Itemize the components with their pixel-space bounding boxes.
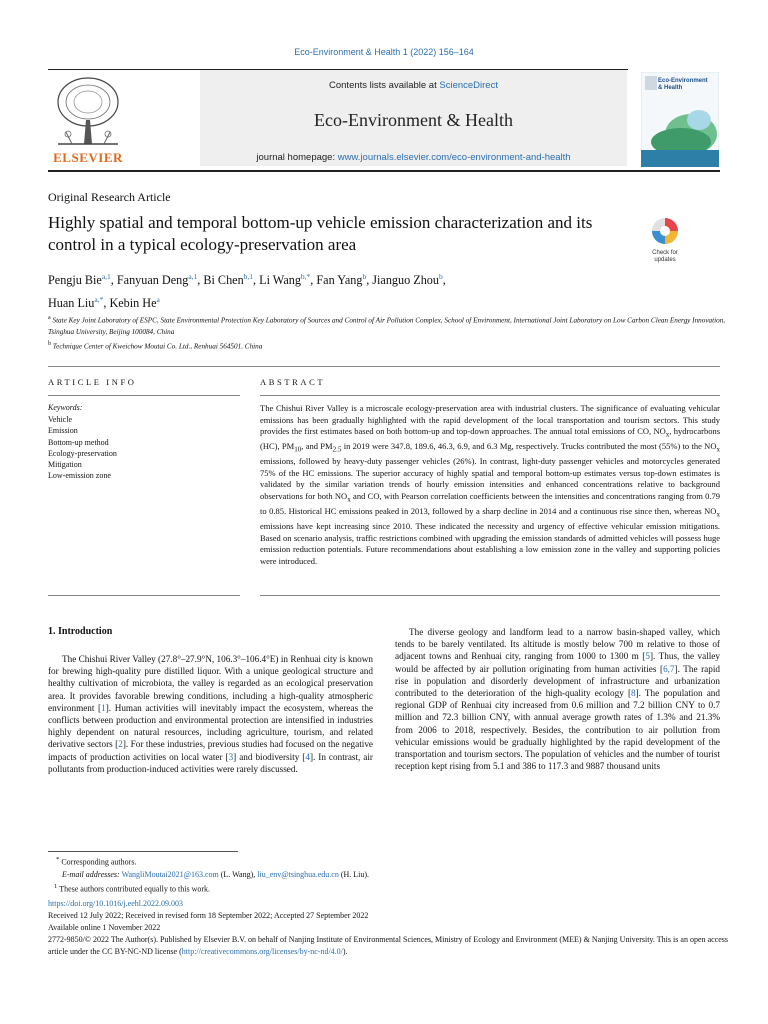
doi-link[interactable]: https://doi.org/10.1016/j.eehl.2022.09.003 bbox=[48, 899, 183, 908]
journal-reference-link[interactable]: Eco-Environment & Health 1 (2022) 156–164 bbox=[294, 47, 474, 57]
reference-link[interactable]: 4 bbox=[305, 751, 310, 762]
section-heading-introduction: 1. Introduction bbox=[48, 626, 113, 637]
reference-link[interactable]: 8 bbox=[631, 688, 636, 699]
abstract-text: The Chishui River Valley is a microscale ecology-preservation area with industrial clusters. The significance of evaluating vehicular emissions has been gradually highlighted with the rapid development of the local transportation and tourism sectors. This study provides the first estimates based on both bottom-up and top-down approaches. The annual total emissions of CO, $NO_x$, hydrocarbons (HC), $PM_{10}$, and $PM_{2.5}$ in 2019 were 347.8, 189.6, 46.3, 6.9, and 6.3 Mg, respectively. Trucks contributed the most (55%) to the $NO_x$ emissions, followed by heavy-duty passenger vehicles (26%). In contrast, light-duty passenger vehicles and motorcycles generated 75% of the HC emissions. The superior accuracy of highly spatial and temporal bottom-up estimates versus top-down estimates is validated by the similar variation trends of hourly emission intensities and enhanced concentrations relative to background observations for both $NO_x$ and CO, with Pearson correlation coefficients between the intensities and concentrations ranging from 0.79 to 0.85. Historical HC emissions peaked in 2013, followed by a sharp decline in 2014 and a continuous rise since then, whereas $NO_x$ emissions have kept increasing since 2010. These indicated the necessity and urgency of effective vehicular emission mitigations. Based on scenario analysis, traffic restrictions combined with upgrading the emission standards of admitted vehicles will possess huge emission reduction potentials. Future recommendations about establishing a low emission zone in the valley and supporting policies were introduced. bbox=[260, 403, 721, 566]
header-rule-bottom bbox=[48, 170, 720, 172]
author[interactable]: Fan Yang$^b$ bbox=[316, 272, 367, 288]
received-dates: Received 12 July 2022; Received in revised form 18 September 2022; Accepted 27 September 2022 bbox=[48, 911, 369, 920]
divider bbox=[260, 595, 720, 596]
author[interactable]: Li Wang$^{b,*}$ bbox=[259, 272, 311, 288]
article-title: Highly spatial and temporal bottom-up vehicle emission characterization and its control in a typical ecology-preservation area bbox=[48, 213, 593, 254]
abstract-heading: ABSTRACT bbox=[260, 377, 326, 387]
author[interactable]: Kebin He$^a$ bbox=[109, 295, 160, 311]
divider bbox=[260, 395, 720, 396]
check-for-updates-icon[interactable] bbox=[645, 214, 685, 264]
keywords-label: Keywords: bbox=[48, 403, 83, 412]
sciencedirect-link[interactable]: ScienceDirect bbox=[439, 80, 498, 91]
journal-title: Eco-Environment & Health bbox=[314, 110, 513, 130]
author[interactable]: Bi Chen$^{b,1}$ bbox=[203, 272, 254, 288]
affiliations bbox=[48, 312, 728, 353]
paragraph: The Chishui River Valley (27.8°–27.9°N, 106.3°–106.4°E) in Renhuai city is known for brewing high-quality pure distilled liquor. With a unique geological structure and healthy cultivation of microbiota, the valley is regarded as an ecological preservation area. It provides favorable brewing conditions, including a high-quality atmospheric environment [1]. Human activities will inevitably impact the ecosystem, whereas the conflicts between production and environmental protection are intensified in industries highly dependent on natural resources, including agriculture, tourism, and related derivative sectors [2]. For these industries, previous studies had focused on the negative impacts of production activities on local water [3] and biodiversity [4]. In contrast, air pollutants from production-induced activities were rarely discussed. bbox=[48, 654, 374, 774]
author[interactable]: Pengju Bie$^{a,1}$ bbox=[48, 272, 111, 288]
footnote-emails: E-mail addresses: WangliMoutai2021@163.com (L. Wang), liu_env@tsinghua.edu.cn (H. Liu). bbox=[62, 869, 370, 879]
keyword: Mitigation bbox=[48, 460, 82, 470]
elsevier-wordmark: ELSEVIER bbox=[53, 150, 123, 165]
keyword: Bottom-up method bbox=[48, 437, 109, 447]
footnote-corresponding: * Corresponding authors. bbox=[56, 856, 137, 867]
online-date: Available online 1 November 2022 bbox=[48, 923, 161, 932]
keyword: Emission bbox=[48, 426, 78, 436]
reference-link[interactable]: 2 bbox=[118, 739, 123, 750]
reference-link[interactable]: 6,7 bbox=[663, 663, 675, 674]
license-link[interactable]: http://creativecommons.org/licenses/by-nc-nd/4.0/ bbox=[181, 947, 343, 956]
divider bbox=[48, 395, 240, 396]
article-type: Original Research Article bbox=[48, 190, 171, 204]
footnote-equal: $^1$ These authors contributed equally to this work. bbox=[54, 882, 211, 894]
affiliation: $^a$ State Key Joint Laboratory of ESPC, State Environmental Protection Key Laboratory of Sources and Control of Air Pollution Complex, School of Environment, International Joint Laboratory on Low Carbon Clean Energy Innovation, Tsinghua University, Beijing 100084, China bbox=[48, 315, 726, 337]
cover-title-line2: & Health bbox=[658, 85, 683, 91]
contents-line bbox=[200, 80, 627, 91]
check-updates-line2: updates bbox=[654, 257, 676, 263]
author[interactable]: Fanyuan Deng$^{a,1}$ bbox=[116, 272, 198, 288]
homepage-line bbox=[200, 152, 627, 163]
keyword: Low-emission zone bbox=[48, 471, 111, 481]
author[interactable]: Jianguo Zhou$^b$ bbox=[372, 272, 443, 288]
cover-title-line1: Eco-Environment bbox=[658, 78, 708, 84]
homepage-prefix: journal homepage: bbox=[256, 152, 338, 163]
affiliation: $^b$ Technique Center of Kweichow Moutai Co. Ltd., Renhuai 564501. China bbox=[48, 341, 263, 351]
reference-link[interactable]: 5 bbox=[645, 651, 650, 662]
reference-link[interactable]: 1 bbox=[101, 702, 106, 713]
homepage-link[interactable]: www.journals.elsevier.com/eco-environment-and-health bbox=[337, 152, 571, 163]
cover-title bbox=[658, 78, 708, 92]
divider bbox=[48, 366, 720, 367]
keywords-list bbox=[48, 414, 238, 482]
copyright: 2772-9850/© 2022 The Author(s). Published by Elsevier B.V. on behalf of Nanjing Institute of Environmental Sciences, Ministry of Ecology and Environment (MEE) & Nanjing University. This is an open access article under the CC BY-NC-ND license (http://creativecommons.org/licenses/by-nc-nd/4.0/). bbox=[48, 935, 728, 956]
author-list: Pengju Bie$^{a,1}$, Fanyuan Deng$^{a,1}$, Bi Chen$^{b,1}$, Li Wang$^{b,*}$, Fan Yang$^b$, Jianguo Zhou$^b$, Huan Liu$^{a,*}$, Kebin He$^a$ bbox=[48, 272, 446, 311]
publication-info bbox=[48, 898, 728, 958]
keyword: Vehicle bbox=[48, 415, 72, 424]
email-link[interactable]: liu_env@tsinghua.edu.cn bbox=[257, 869, 339, 879]
email-link[interactable]: WangliMoutai2021@163.com bbox=[121, 869, 219, 879]
intro-right-column bbox=[395, 626, 720, 772]
intro-left-column bbox=[48, 653, 373, 775]
contents-prefix: Contents lists available at bbox=[329, 80, 440, 91]
footnotes bbox=[48, 854, 728, 895]
reference-link[interactable]: 3 bbox=[228, 751, 234, 762]
article-info-heading: ARTICLE INFO bbox=[48, 377, 137, 387]
footnote-rule bbox=[48, 851, 238, 852]
check-updates-line1: Check for bbox=[652, 250, 678, 256]
author[interactable]: Huan Liu$^{a,*}$ bbox=[48, 295, 104, 311]
paragraph: The diverse geology and landform lead to a narrow basin-shaped valley, which tends to be barely ventilated. Its altitude is mostly below 700 m relative to those of adjacent towns and Renhuai city, ranging from 1000 to 1300 m [5]. Thus, the valley would be affected by air pollution originating from human activities [6,7]. The rapid rise in population and disorderly development of infrastructure and urbanization contributed to the deterioration of the high-quality ecology [8]. The population and regional GDP of Renhuai city increased from 0.6 million and 7.2 billion CNY to 0.7 million and 72.3 billion CNY, with annual average growth rates of 1.3% and 21.3% from 2006 to 2018, respectively. Besides, the contribution to air pollution from vehicular emissions would be gradually highlighted by the rapid development of the transportation and tourism sectors. The population of vehicles and the number of tourist reception kept rising from 5.1 and 386 to 117.3 and 9887 thousand units bbox=[395, 627, 721, 772]
divider bbox=[48, 595, 240, 596]
keyword: Ecology-preservation bbox=[48, 448, 117, 458]
